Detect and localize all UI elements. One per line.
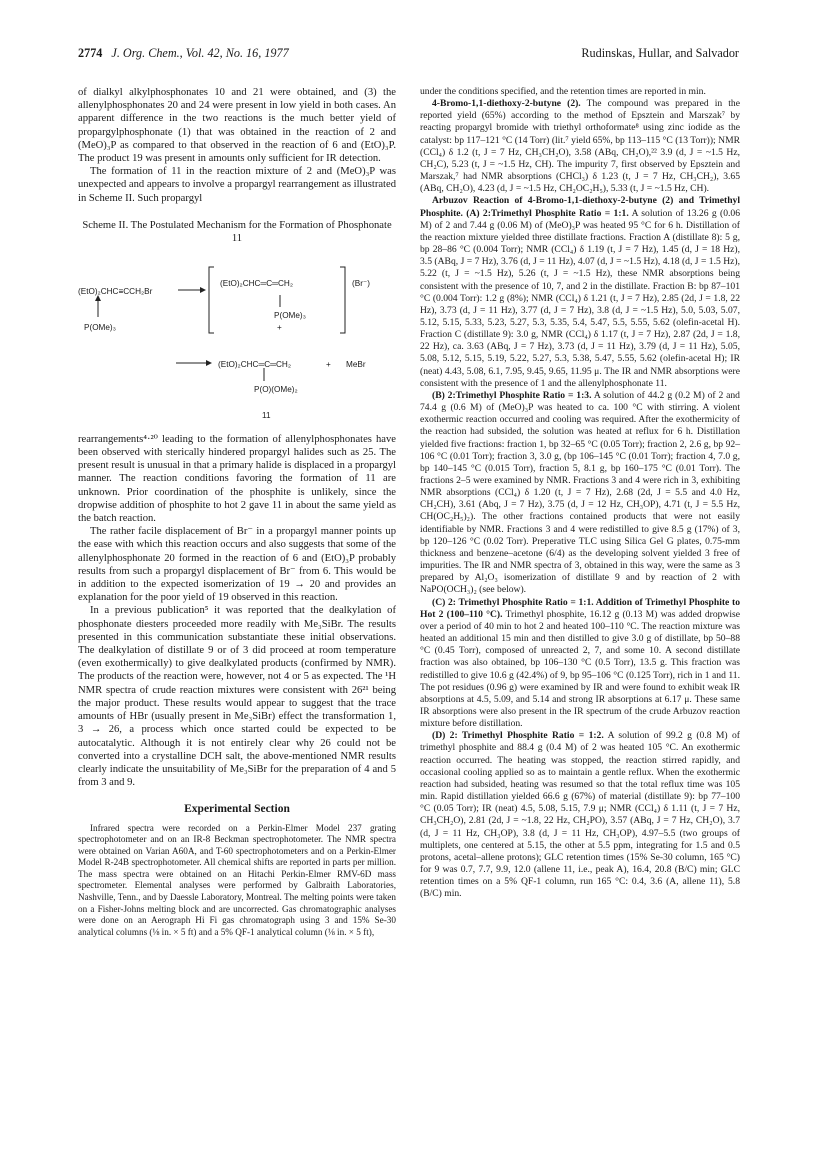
journal-citation: J. Org. Chem., Vol. 42, No. 16, 1977 — [111, 46, 289, 60]
right-paragraph-6 — [420, 730, 740, 900]
phosphite-formula: P(OMe)₃ — [84, 322, 116, 332]
intermediate-formula: (EtO)₂CHC═C═CH₂ — [220, 278, 293, 288]
byproduct-plus: + — [326, 359, 331, 369]
intermediate-charge: + — [277, 322, 282, 332]
body-arbuzov-a: A solution of 13.26 g (0.06 M) of 2 and 7.44 g (0.06 M) of (MeO)₃P was heated 95 °C for 6 h. Distillation of the reaction mixture yielded three distillate fractions. Fraction A (distillate 8): 5 g, bp 28–86 °C (0.004 Torr); NMR (CCl₄) δ 1.19 (t, J = 7 Hz), 1.45 (d, J = 18 Hz), 3.5 (ABq, J = 7 Hz), 3.76 (d, J = 11 Hz), 4.07 (d, J = ~1.5 Hz), 4.18 (d, J = 1.5 Hz), 5.22 (t, J = ~1.5 Hz), 5.26 (t, J = ~1.5 Hz), these NMR absorptions being consistent with the presence of 10, 7, and 2 in the distillate. Fraction B: bp 87–101 °C (0.004 Torr): 1.2 g (8%); NMR (CCl₄) δ 1.21 (t, J = 7 Hz), 2.85 (2d, J = 1.8, 22 Hz), 3.73 (d, J = 11 Hz), 3.77 (d, J = 7 Hz), 3.8 (d, J = ~1.5 Hz), 5.0, 5.03, 5.07, 5.12, 5.15, 5.33, 5.23, 5.27, 5.3, 5.35, 5.4, 5.47, 5.5, 5.55, 5.62 (olefin-acetal H). Fraction C (distillate 9): 3.0 g, NMR (CCl₄) δ 1.17 (t, J = 7 Hz), 2.87 (2d, J = 1.8, 22 Hz), ca. 3.63 (ABq, J = 7 Hz), 3.73 (d, J = 11 Hz), 3.79 (d, J = 11 Hz), 5.05, 5.08, 5.12, 5.15, 5.19, 5.22, 5.27, 5.3, 5.38, 5.47, 5.55, 5.62 (olefin-acetal H); IR (neat) 4.43, 5.08, 6.1, 7.95, 9.45, 9.65, 11.95 μ. The IR and NMR absorptions were consistent with the presence of 1 and the allenylphosphonate 11. — [420, 207, 740, 389]
header-left — [78, 46, 289, 61]
right-column — [420, 86, 740, 900]
left-paragraph-5: In a previous publication⁵ it was reported that the dealkylation of phosphonate diesters proceeded more readily with Me₃SiBr. The results presented in this communication substantiate these initial observations. The dealkylation of distillate 9 or of 3 did proceed at room temperature (even exothermically) to give dealkylated products (confirmed by NMR). The products of the reaction were, however, not 4 or 5 as expected. The ¹H NMR spectra of crude reaction mixtures were consistent with 26²¹ being the major product. These results would appear to suggest that the trace amounts of HBr (usually present in Me₃SiBr) effect the transformation 1, 3 → 26, a process which once started could be expected to be autocatalytic. Although it is not entirely clear why 26 could not be converted into a crystalline DCH salt, the above-mentioned NMR results clearly indicate the unsuitability of Me₃SiBr for the preparation of 4 and 5 from 3 and 9. — [78, 605, 396, 789]
heading-arbuzov-a: Arbuzov Reaction of 4-Bromo-1,1-diethoxy-2-butyne (2) and Trimethyl Phosphite. (A) 2:Trimethyl Phosphite Ratio = 1:1. — [420, 195, 740, 219]
scheme-title: Scheme II. The Postulated Mechanism for the Formation of Phosphonate 11 — [82, 219, 392, 244]
heading-arbuzov-d: (D) 2: Trimethyl Phosphite Ratio = 1:2. — [432, 730, 604, 742]
scheme-diagram — [78, 255, 396, 425]
right-paragraph-2 — [420, 98, 740, 195]
bromide-counterion: (Br⁻) — [352, 278, 370, 288]
right-paragraph-4 — [420, 390, 740, 597]
heading-arbuzov-b: (B) 2:Trimethyl Phosphite Ratio = 1:3. — [432, 389, 592, 401]
product-formula: (EtO)₂CHC═C═CH₂ — [218, 359, 291, 369]
body-arbuzov-c: Trimethyl phosphite, 16.12 g (0.13 M) was added dropwise over a period of 40 min to hot 2 and heated 100–110 °C. The reaction mixture was heated an additional 15 min and then distilled to give 3.0 g of distillate, bp 50–88 °C (0.45 Torr), composed of unreacted 2, 7, and some 10. A second distillate fraction was also obtained, bp 106–130 °C (0.5 Torr), 13.5 g. This fraction was redistilled to give 10.6 g (42.4%) of 9, bp 95–106 °C (0.125 Torr), rich in 1 and 11. The pot residues (0.96 g) were examined by IR and were found to exhibit weak IR absorptions at 4.5, 5.09, and 5.14 and strong IR absorptions at 6.17 μ. These same IR absorptions were also present in the IR spectrum of the crude Arbuzov reaction mixture before distillation. — [420, 608, 741, 730]
heading-bromo-compound: 4-Bromo-1,1-diethoxy-2-butyne (2). — [432, 98, 581, 110]
left-column — [78, 86, 396, 938]
section-heading: Experimental Section — [184, 803, 290, 816]
reactant-formula: (EtO)₂CHC≡CCH₂Br — [78, 286, 153, 296]
compound-label: 11 — [262, 410, 271, 420]
body-arbuzov-d: A solution of 99.2 g (0.8 M) of trimethyl phosphite and 88.4 g (0.4 M) of 2 was heated 105 °C. An exothermic reaction occurred. The heating was stopped, the reaction stirred rapidly, and occasional cooling applied so as to maintain a gentle reflux. When the exothermic reaction had subsided, heating was resumed so that the total reflux time was 105 min. Rapid distillation yielded 66.6 g (67%) of material (distillate 9): bp 77–100 °C (0.05 Torr); IR (neat) 4.5, 5.08, 5.15, 7.9 μ; NMR (CCl₄) δ 1.11 (t, J = 7 Hz, CH₃CH₂O), 2.81 (2d, J = ~1.8, 22 Hz, CH₂PO), 3.57 (ABq, J = 7 Hz, CH₂O), 3.7 (d, J = 11 Hz, CH₃OP), 3.8 (d, J = 11 Hz, CH₃OP), 4.97–5.5 (two groups of multiplets, one centered at 5.15, the other at 5.5 ppm, integrating for 1.5 and 0.5 protons, acetal–allene protons); GLC retention times (15% Se-30 column, 165 °C) for 9 was 0.7, 7.7, 9.9, 12.0 (allene 11, i.e., peak A), 16.4, 20.8 (B/C) min; GLC retention times on a 5% QF-1 column, run 165 °C: 0.4, 3.6 (A, allene 11), 5.8 (B/C) min. — [420, 730, 740, 900]
left-paragraph-1: of dialkyl alkylphosphonates 10 and 21 were obtained, and (3) the allenylphosphonates 20 and 24 were present in low yield in both cases. An apparent difference in the two reactions is the much better yield of propargylphosphonate (1) that was obtained in the reaction of 2 and (MeO)₃P as compared to that observed in the reaction of 6 and (EtO)₃P. The product 19 was present in amounts only sufficient for IR detection. — [78, 87, 396, 165]
body-bromo-compound: The compound was prepared in the reported yield (65%) according to the method of Epsztein and Marszak⁷ by reacting propargyl bromide with triethyl orthoformate⁸ using zinc iodide as the catalyst: bp 117–121 °C (14 Torr) (lit.⁷ yield 65%, bp 113–115 °C (13 Torr)); NMR (CCl₄) δ 1.2 (t, J = 7 Hz, CH₃CH₂O), 3.58 (ABq, CH₂O),²² 3.9 (d, J = ~1.5 Hz, CH₂C), 5.23 (t, J = ~1.5 Hz, CH). The impurity 7, first observed by Epsztein and Marszak,⁷ had NMR absorptions (CHCl₃) δ 1.23 (t, J = 7 Hz, CH₃CH₂), 3.65 (ABq, CH₂O), 4.23 (d, J = ~1.5 Hz, CH₂OC₂H₅), 5.33 (t, J = ~1.5 Hz, CH). — [420, 98, 740, 195]
right-paragraph-5 — [420, 597, 740, 731]
right-paragraph-3 — [420, 195, 740, 390]
left-paragraph-4: The rather facile displacement of Br⁻ in a propargyl manner points up the ease with which this reaction occurs and also suggests that some of the allenylphosphonate 20 formed in the reaction of 6 and (EtO)₃P probably results from such a propargyl displacement of Br⁻ from 6. This would be in addition to the expected isomerization of 19 → 20 and provides an explanation for the poor yield of 19 observed in this reaction. — [78, 526, 396, 604]
intermediate-phosphorus: P(OMe)₃ — [274, 310, 306, 320]
heading-arbuzov-c: (C) 2: Trimethyl Phosphite Ratio = 1:1. Addition of Trimethyl Phosphite to Hot 2 (100–110 °C). — [420, 596, 740, 620]
product-phosphonate: P(O)(OMe)₂ — [254, 384, 298, 394]
right-paragraph-1: under the conditions specified, and the retention times are reported in min. — [420, 86, 706, 97]
running-header — [78, 46, 739, 68]
page-number: 2774 — [78, 46, 103, 60]
left-paragraph-6: Infrared spectra were recorded on a Perkin-Elmer Model 237 grating spectrophotometer and on an IR-8 Beckman spectrophotometer. The NMR spectra were obtained on Varian A60A, and T-60 spectrophotometers and on a Perkin-Elmer Model R-24B spectrophotometer. All chemical shifts are reported in parts per million. The mass spectra were obtained on an Hitachi Perkin-Elmer RMV-6D mass spectrometer. Elemental analyses were performed by Galbraith Laboratories, Nashville, Tenn., and by Daessle Laboratory, Montreal. The melting points were taken on a Fisher-Johns melting block and are uncorrected. Gas chromatographic analyses were done on an Aerograph Hi Fi gas chromatograph using 3 and 15% Se-30 analytical columns (⅛ in. × 5 ft) and a 5% QF-1 analytical column (⅛ in. × 5 ft), — [78, 822, 396, 937]
byproduct-formula: MeBr — [346, 359, 366, 369]
header-authors: Rudinskas, Hullar, and Salvador — [581, 46, 739, 60]
left-paragraph-2: The formation of 11 in the reaction mixture of 2 and (MeO)₃P was unexpected and appears to involve a propargyl rearrangement as illustrated in Scheme II. Such propargyl — [78, 166, 396, 204]
experimental-intro — [78, 823, 396, 939]
left-paragraph-3: rearrangements⁴·²⁰ leading to the formation of allenylphosphonates have been observed with sterically hindered propargyl halides such as 25. The present result is unusual in that a primary halide is displaced in a propargyl manner. The reaction conditions favoring the formation of 11 are unknown. Prior coordination of the phosphite is unlikely, since the dropwise addition of phosphite to hot 2 gave 11 in about the same yield as the batch reaction. — [78, 433, 396, 525]
body-arbuzov-b: A solution of 44.2 g (0.2 M) of 2 and 74.4 g (0.6 M) of (MeO)₃P was heated to ca. 100 °C with stirring. A violent exothermic reaction occurred and cooling was required. After the exothermicity of the reaction had subsided, the solution was heated at reflux for 6 h. Distillation yielded five fractions: fraction 1, bp 32–65 °C (0.05 Torr); fraction 2, 2.6 g, bp 92–106 °C (0.01 Torr); fraction 3, 3.0 g, (bp 106–145 °C (0.01 Torr); fraction 4, 7.0 g, bp 140–145 °C (0.015 Torr), fraction 5, 8.1 g, bp 160–175 °C (0.01 Torr). The fractions 2–5 were examined by NMR. Fractions 3 and 4 were rich in 3, exhibiting NMR absorptions (CCl₄) δ 1.20 (t, J = 7 Hz), 2.68 (2d, J = 5.5 and 4.0 Hz, CH₂CH), 3.61 (Abq, J = 7 Hz), 3.75 (d, J = 12 Hz, CH₃OP), 4.71 (t, J = 5.5 Hz, CH(OC₂H₅)₂). The other fractions contained products that were not easily identifiable by NMR. Fractions 3 and 4 were redistilled to give 8.5 g (17%) of 3, bp 120–126 °C (0.02 Torr). Preperative TLC using Silica Gel G plates, 0.75-mm thickness and benzene–acetone (6/4) as the developing solvent yielded 3 free of impurities. The IR and NMR spectra of 3, obtained in this way, were the same as 3 prepared by Al₂O₃ isomerization of distillate 9 and by reaction of 2 with NaPO(OCH₃)₂ (see below). — [420, 389, 740, 596]
